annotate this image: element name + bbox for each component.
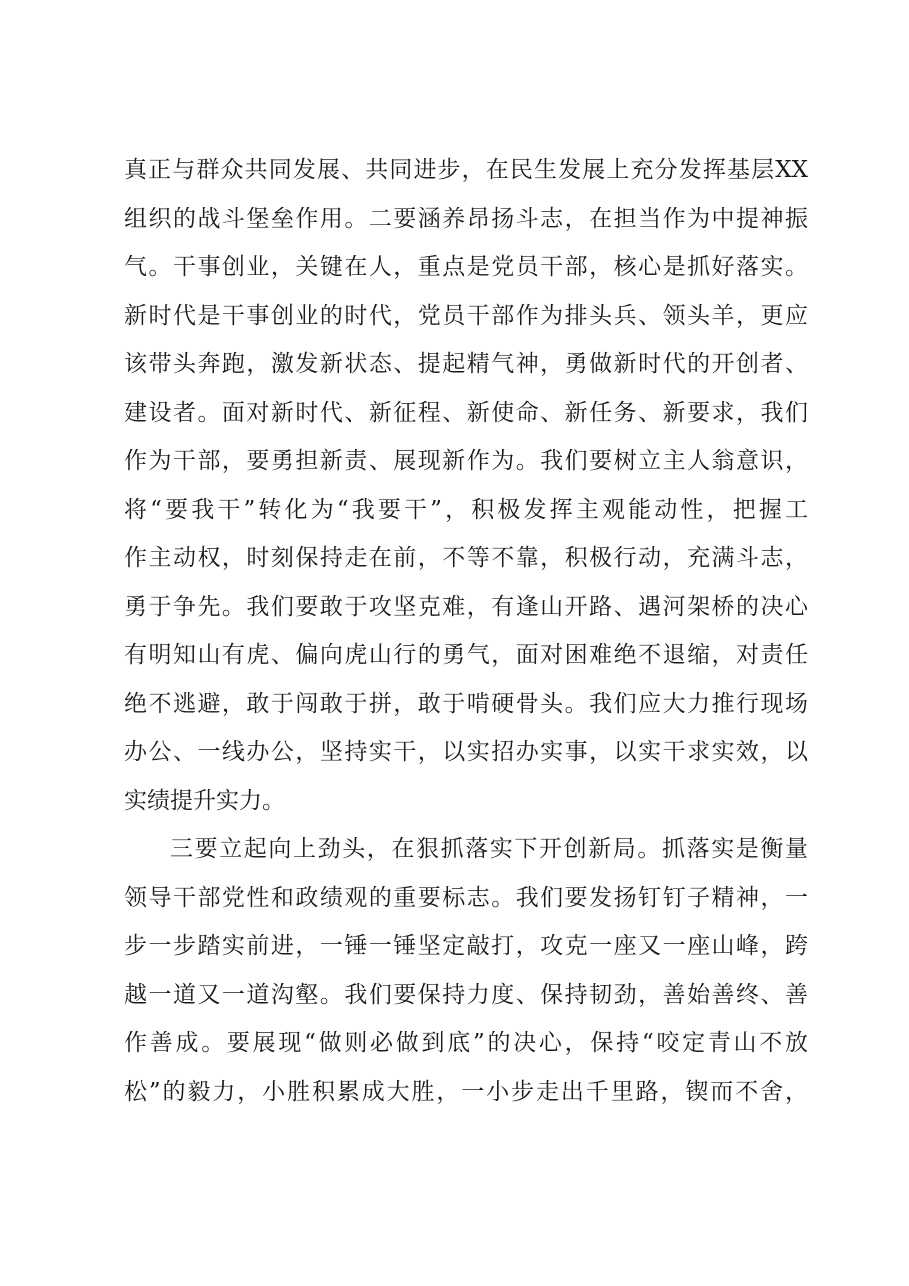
- text-line: 建设者。面对新时代、新征程、新使命、新任务、新要求，我们: [124, 399, 808, 426]
- text-line: 松”的毅力，小胜积累成大胜，一小步走出千里路，锲而不舍，: [124, 1078, 808, 1105]
- text-line: 作主动权，时刻保持走在前，不等不靠，积极行动，充满斗志，: [124, 545, 808, 571]
- text-line: 作为干部，要勇担新责、展现新作为。我们要树立主人翁意识，: [124, 448, 808, 474]
- text-line: 新时代是干事创业的时代，党员干部作为排头兵、领头羊，更应: [124, 302, 808, 329]
- text-line: 作善成。要展现“做则必做到底”的决心，保持“咬定青山不放: [124, 1030, 808, 1056]
- text-line: 领导干部党性和政绩观的重要标志。我们要发扬钉钉子精神，一: [124, 884, 808, 911]
- text-line: 该带头奔跑，激发新状态、提起精气神，勇做新时代的开创者、: [124, 351, 808, 377]
- document-body: [124, 146, 808, 1116]
- text-line: 真正与群众共同发展、共同进步，在民生发展上充分发挥基层XX: [124, 157, 808, 183]
- text-line: 气。干事创业，关键在人，重点是党员干部，核心是抓好落实。: [124, 254, 808, 280]
- text-line: 有明知山有虎、偏向虎山行的勇气，面对困难绝不退缩，对责任: [124, 642, 808, 668]
- text-line: 组织的战斗堡垒作用。二要涵养昂扬斗志，在担当作为中提神振: [124, 205, 808, 232]
- paragraph-1: [124, 146, 808, 825]
- text-line: 勇于争先。我们要敢于攻坚克难，有逢山开路、遇河架桥的决心: [124, 593, 808, 620]
- text-line: 越一道又一道沟壑。我们要保持力度、保持韧劲，善始善终、善: [124, 981, 808, 1008]
- text-line: 步一步踏实前进，一锤一锤坚定敲打，攻克一座又一座山峰，跨: [124, 933, 808, 959]
- text-line-indented: 三要立起向上劲头，在狠抓落实下开创新局。抓落实是衡量: [170, 836, 808, 862]
- text-line: 绝不逃避，敢于闯敢于拼，敢于啃硬骨头。我们应大力推行现场: [124, 690, 808, 717]
- text-line-last: 实绩提升实力。: [124, 787, 285, 814]
- text-line: 将“要我干”转化为“我要干”，积极发挥主观能动性，把握工: [124, 496, 808, 523]
- paragraph-2: [124, 825, 808, 1116]
- text-line: 办公、一线办公，坚持实干，以实招办实事，以实干求实效，以: [124, 739, 808, 765]
